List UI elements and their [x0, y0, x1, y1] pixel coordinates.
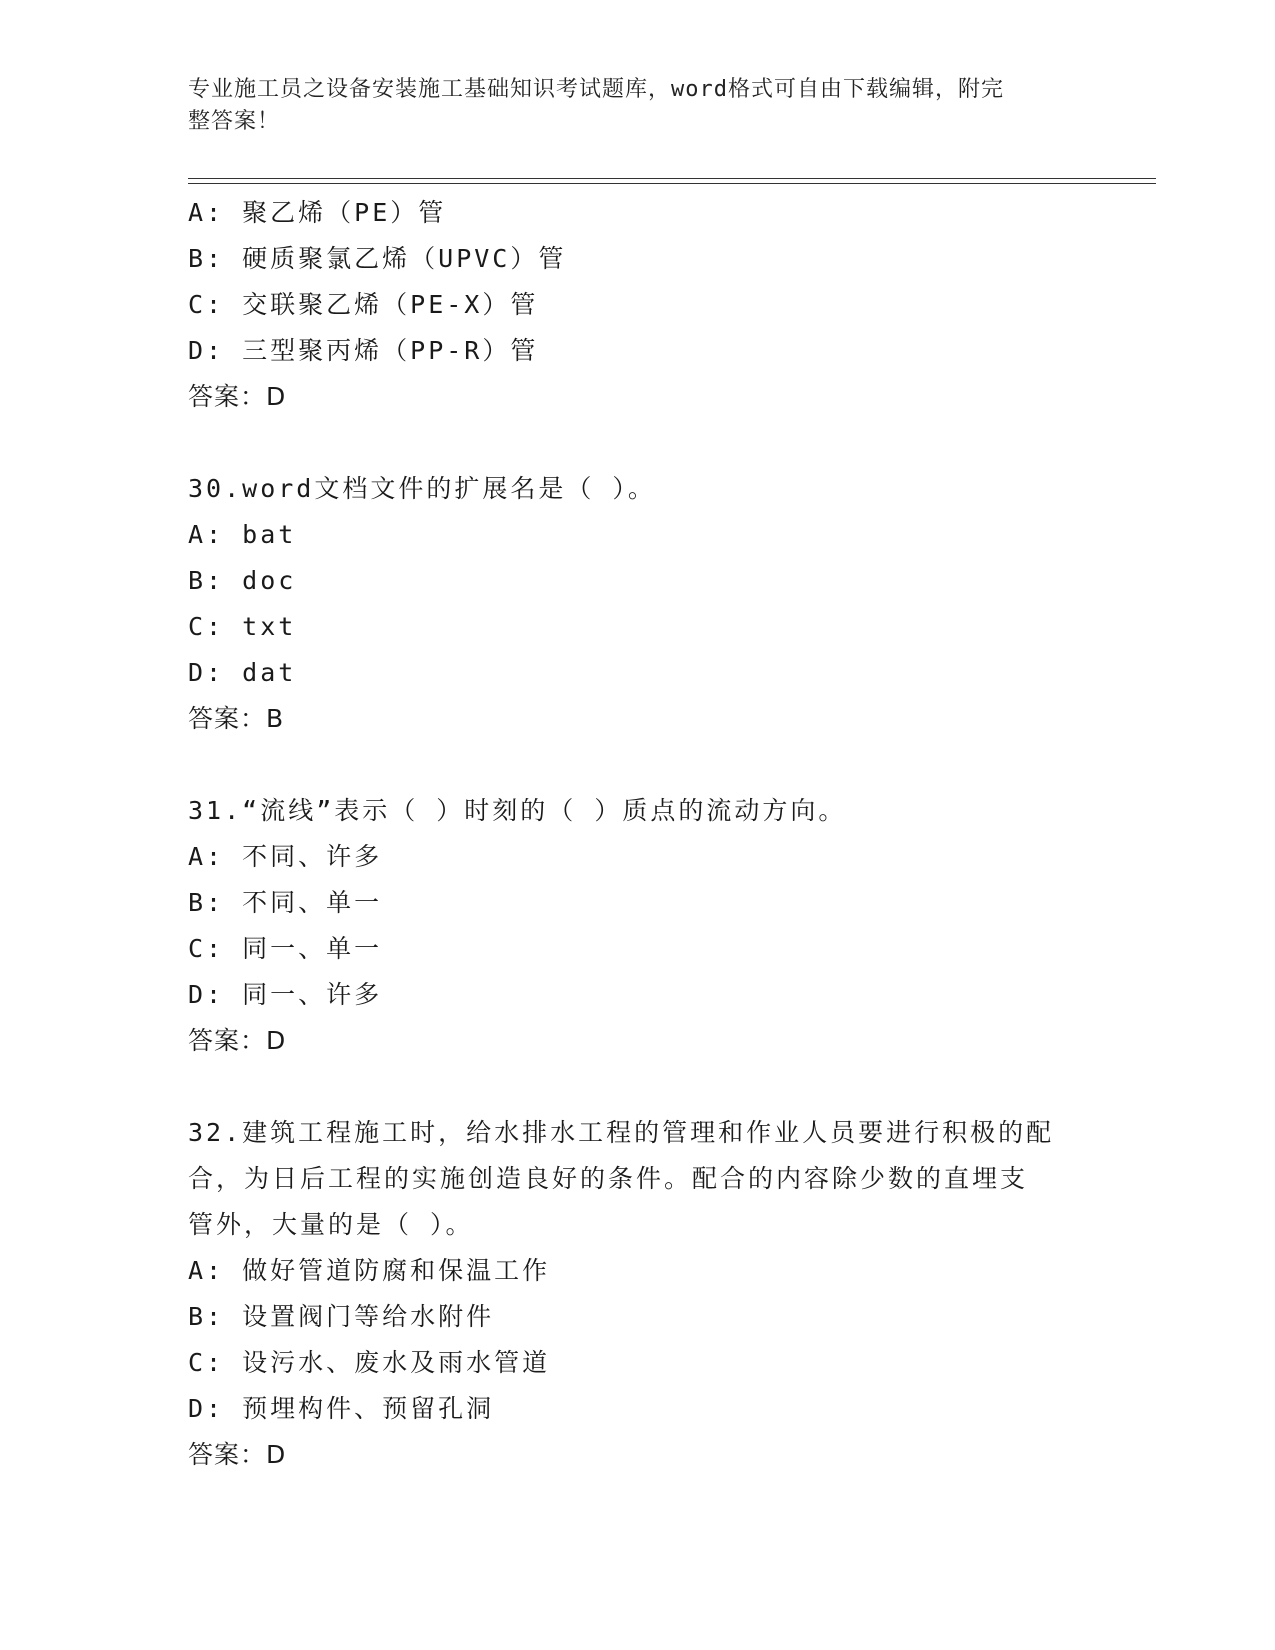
- question-block: [188, 788, 1088, 1064]
- option-c: C: 同一、单一: [188, 934, 383, 963]
- option-a: A: 聚乙烯（PE）管: [188, 198, 447, 227]
- option-a: A: bat: [188, 520, 297, 549]
- question-block: [188, 190, 1088, 420]
- option-d: D: 三型聚丙烯（PP-R）管: [188, 336, 539, 365]
- option-c: C: 交联聚乙烯（PE-X）管: [188, 290, 539, 319]
- option-c: C: 设污水、废水及雨水管道: [188, 1348, 551, 1377]
- answer-line: 答案：D: [188, 382, 287, 411]
- option-b: B: 不同、单一: [188, 888, 383, 917]
- header-divider-top: [188, 178, 1156, 179]
- answer-line: 答案：D: [188, 1440, 287, 1469]
- header-line-2: 整答案！: [188, 109, 281, 134]
- question-stem-line-2: 合，为日后工程的实施创造良好的条件。配合的内容除少数的直埋支: [188, 1164, 1029, 1193]
- block-spacer: [188, 420, 1088, 466]
- document-header: [188, 74, 1088, 138]
- question-block: [188, 466, 1088, 742]
- option-b: B: doc: [188, 566, 297, 595]
- option-b: B: 设置阀门等给水附件: [188, 1302, 495, 1331]
- question-stem: 30.word文档文件的扩展名是（ ）。: [188, 474, 656, 503]
- option-b: B: 硬质聚氯乙烯（UPVC）管: [188, 244, 567, 273]
- question-stem: 31.“流线”表示（ ）时刻的（ ）质点的流动方向。: [188, 796, 847, 825]
- answer-line: 答案：D: [188, 1026, 287, 1055]
- option-a: A: 不同、许多: [188, 842, 383, 871]
- question-stem-line-1: 32.建筑工程施工时，给水排水工程的管理和作业人员要进行积极的配: [188, 1118, 1055, 1147]
- option-d: D: dat: [188, 658, 297, 687]
- question-stem-line-3: 管外，大量的是（ ）。: [188, 1210, 474, 1239]
- question-block: [188, 1110, 1088, 1478]
- option-d: D: 预埋构件、预留孔洞: [188, 1394, 495, 1423]
- header-line-1: 专业施工员之设备安装施工基础知识考试题库，word格式可自由下载编辑，附完: [188, 77, 1004, 102]
- header-divider-bottom: [188, 183, 1156, 184]
- answer-line: 答案：B: [188, 704, 285, 733]
- block-spacer: [188, 742, 1088, 788]
- question-list: [188, 190, 1088, 1478]
- block-spacer: [188, 1064, 1088, 1110]
- option-c: C: txt: [188, 612, 297, 641]
- option-d: D: 同一、许多: [188, 980, 383, 1009]
- option-a: A: 做好管道防腐和保温工作: [188, 1256, 551, 1285]
